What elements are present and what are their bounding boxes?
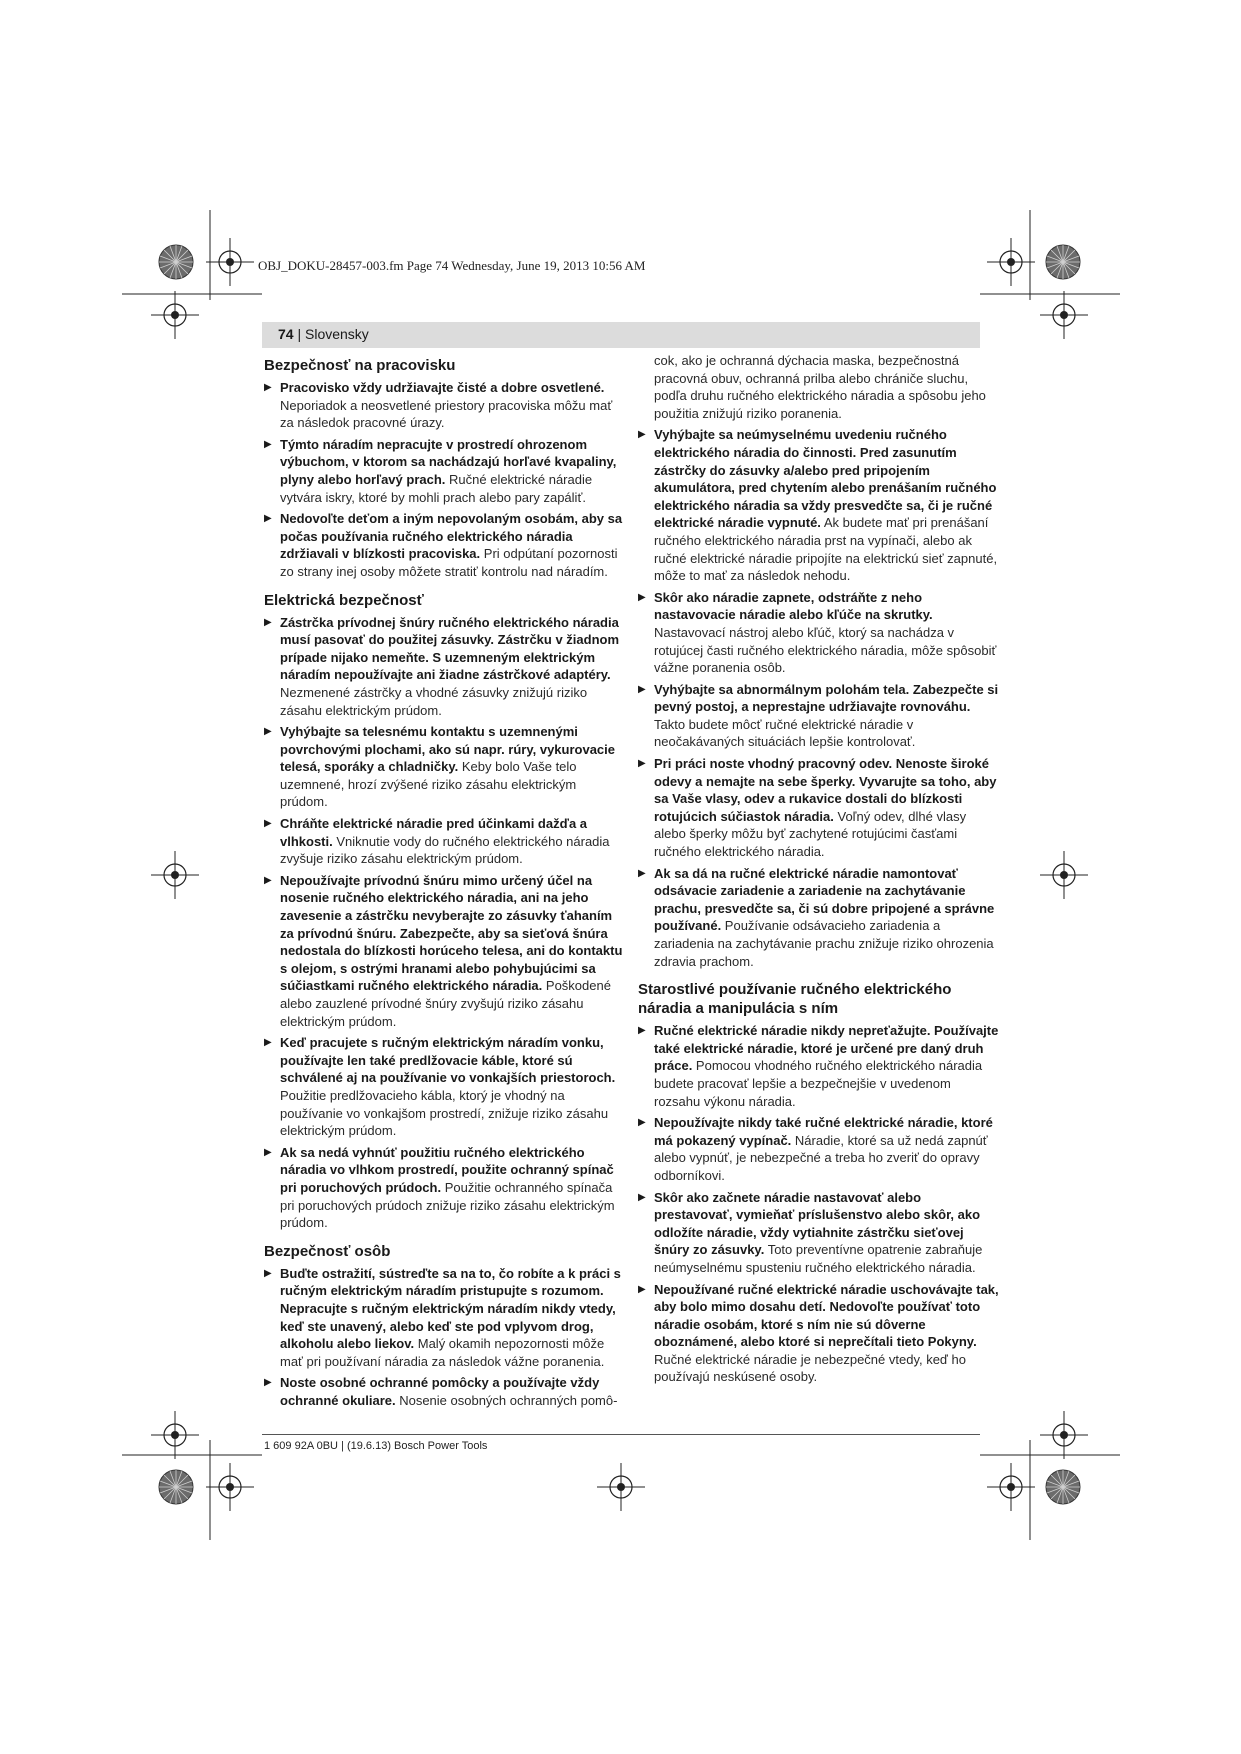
list-item — [638, 1022, 1000, 1110]
item-bold: Pracovisko vždy udržiavajte čisté a dobre osvetlené. — [280, 380, 605, 395]
item-bold: Nepoužívajte prívodnú šnúru mimo určený účel na nosenie ručného elektrického náradia, ani na jeho zavesenie a zástrčku nevyberajte zo zásuvky ťahaním za prívodnú šnúru. Zabezpečte, aby sa sieťová šnúra nedostala do blízkosti horúceho telesa, ani do kontaktu s olejom, s ostrými hranami alebo pohybujúcimi sa súčiastkami ručného elektrického náradia. — [280, 872, 623, 994]
section-title: Starostlivé používanie ručného elektrického náradia a manipulácia s ním — [638, 981, 952, 1018]
page-number: 74 — [278, 326, 294, 342]
list-item — [638, 1189, 1000, 1277]
bullet-arrow-icon: ▶ — [264, 726, 272, 738]
item-text: Náradie, ktoré sa už nedá zapnúť alebo vypnúť, je nebezpečné a treba ho zveriť do opravy odborníkovi. — [654, 1132, 988, 1183]
item-text: Použitie predlžovacieho kábla, ktorý je vhodný na používanie vo vonkajšom prostredí, znižuje riziko zásahu elektrickým prúdom. — [280, 1087, 609, 1139]
bullet-arrow-icon: ▶ — [264, 818, 272, 830]
list-item — [638, 681, 1000, 751]
item-text: Vniknutie vody do ručného elektrického náradia zvyšuje riziko zásahu elektrickým prúdom. — [280, 833, 610, 867]
list-item — [638, 1281, 1000, 1387]
section-title: Bezpečnosť na pracovisku — [264, 357, 456, 374]
list-item — [264, 1265, 624, 1371]
bullet-arrow-icon: ▶ — [264, 382, 272, 393]
item-text: Nezmenené zástrčky a vhodné zásuvky znižujú riziko zásahu elektrickým prúdom. — [280, 684, 588, 718]
bullet-arrow-icon: ▶ — [638, 758, 646, 770]
item-bold: Ručné elektrické náradie nikdy nepreťažujte. Používajte také elektrické náradie, ktoré je určené pre daný druh práce. — [654, 1023, 999, 1074]
item-text: Pri odpútaní pozornosti zo strany inej osoby môžete stratiť kontrolu nad náradím. — [280, 546, 618, 579]
item-bold: Nepoužívajte nikdy také ručné elektrické náradie, ktoré má pokazený vypínač. — [654, 1115, 993, 1148]
item-text: Voľný odev, dlhé vlasy alebo šperky môžu byť zachytené rotujúcimi časťami ručného elektrického náradia. — [654, 808, 967, 860]
language-label: Slovensky — [305, 326, 369, 342]
item-bold: Vyhýbajte sa telesnému kontaktu s uzemnenými povrchovými plochami, ako sú napr. rúry, vykurovacie telesá, sporáky a chladničky. — [280, 724, 615, 775]
continued-text: cok, ako je ochranná dýchacia maska, bezpečnostná pracovná obuv, ochranná prilba alebo chrániče sluchu, podľa druhu ručného elektrického náradia a spôsobu jeho použitia znižujú riziko poranenia. — [654, 353, 986, 421]
item-text: Použitie ochranného spínača pri poruchových prúdoch znižuje riziko zásahu elektrickým prúdom. — [280, 1179, 615, 1231]
item-bold: Skôr ako náradie zapnete, odstráňte z neho nastavovacie náradie alebo kľúče na skrutky. — [654, 589, 933, 623]
bullet-arrow-icon: ▶ — [264, 1267, 272, 1279]
bullet-arrow-icon: ▶ — [264, 874, 272, 886]
list-item — [638, 1114, 1000, 1184]
list-item — [264, 1144, 624, 1232]
item-bold: Ak sa nedá vyhnúť použitiu ručného elektrického náradia vo vlhkom prostredí, použite ochranný spínač pri poruchových prúdoch. — [280, 1144, 614, 1195]
running-head — [278, 326, 369, 342]
list-item — [264, 872, 624, 1030]
section-list — [264, 379, 624, 581]
list-item — [264, 1034, 624, 1140]
section-title: Bezpečnosť osôb — [264, 1242, 391, 1260]
item-text: Ručné elektrické náradie je nebezpečné vtedy, keď ho používajú neskúsené osoby. — [654, 1351, 966, 1385]
section-list — [264, 614, 624, 1232]
list-item — [264, 723, 624, 811]
list-item — [264, 1374, 624, 1409]
bullet-arrow-icon: ▶ — [264, 438, 272, 450]
running-head-band — [262, 322, 980, 348]
list-item — [264, 815, 624, 868]
item-bold: Ak sa dá na ručné elektrické náradie namontovať odsávacie zariadenie a zariadenie na zachytávanie prachu, presvedčte sa, či sú dobre pripojené a správne používané. — [654, 865, 995, 934]
bullet-arrow-icon: ▶ — [638, 1191, 646, 1203]
item-text: Poškodené alebo zauzlené prívodné šnúry zvyšujú riziko zásahu elektrickým prúdom. — [280, 978, 611, 1029]
list-item — [264, 614, 624, 720]
list-item — [638, 865, 1000, 971]
bullet-arrow-icon: ▶ — [638, 683, 646, 695]
bullet-arrow-icon: ▶ — [264, 1377, 272, 1389]
item-text: Toto preventívne opatrenie zabraňuje neúmyselnému spusteniu ručného elektrického náradia. — [654, 1242, 983, 1275]
section-title: Elektrická bezpečnosť — [264, 591, 424, 609]
item-text: Používanie odsávacieho zariadenia a zariadenia na zachytávanie prachu znižuje riziko ohrozenia zdravia prachom. — [654, 918, 994, 969]
bullet-arrow-icon: ▶ — [638, 867, 646, 879]
bullet-arrow-icon: ▶ — [638, 1117, 646, 1129]
right-column — [638, 352, 1000, 1396]
list-item — [264, 379, 624, 432]
bullet-arrow-icon: ▶ — [264, 616, 272, 628]
item-bold: Nedovoľte deťom a iným nepovolaným osobám, aby sa počas používania ručného elektrického náradia zdržiavali v blízkosti pracoviska. — [280, 511, 623, 562]
item-text: Keby bolo Vaše telo uzemnené, hrozí zvýšené riziko zásahu elektrickým prúdom. — [280, 759, 577, 810]
list-item — [264, 436, 624, 506]
item-bold: Týmto náradím nepracujte v prostredí ohrozenom výbuchom, v ktorom sa nachádzajú horľavé kvapaliny, plyny alebo horľavý prach. — [280, 436, 617, 487]
bullet-arrow-icon: ▶ — [638, 429, 646, 441]
item-text: Pomocou vhodného ručného elektrického náradia budete pracovať lepšie a bezpečnejšie v uvedenom rozsahu výkonu náradia. — [654, 1058, 983, 1109]
list-item — [638, 755, 1000, 861]
item-bold: Skôr ako začnete náradie nastavovať alebo prestavovať, vymieňať príslušenstvo alebo skôr, ako odložíte náradie, vždy vytiahnite zástrčku sieťovej šnúry zo zásuvky. — [654, 1189, 981, 1258]
item-bold: Noste osobné ochranné pomôcky a používajte vždy ochranné okuliare. — [280, 1375, 600, 1408]
item-bold: Keď pracujete s ručným elektrickým náradím vonku, používajte len také predlžovacie káble, ktoré sú schválené aj na používanie vo vonkajších priestoroch. — [280, 1035, 616, 1086]
item-text: Ručné elektrické náradie vytvára iskry, ktoré by mohli prach alebo pary zapáliť. — [280, 471, 593, 505]
item-bold: Zástrčka prívodnej šnúry ručného elektrického náradia musí pasovať do použitej zásuvky. Zástrčku v žiadnom prípade nijako nemeňte. S uzemneným elektrickým náradím nepoužívajte ani žiadne zástrčkové adaptéry. — [280, 614, 620, 683]
item-bold: Chráňte elektrické náradie pred účinkami dažďa a vlhkosti. — [280, 816, 588, 849]
bullet-arrow-icon: ▶ — [264, 1037, 272, 1049]
item-text: Nosenie osobných ochranných pomô- — [395, 1392, 618, 1408]
running-head-separator: | — [293, 326, 305, 342]
section-list — [638, 1022, 1000, 1386]
item-text: Takto budete môcť ručné elektrické náradie v neočakávaných situáciách lepšie kontrolovať. — [654, 716, 916, 750]
item-text: Malý okamih nepozornosti môže mať pri používaní náradia za následok vážne poranenia. — [280, 1336, 605, 1369]
list-item — [264, 510, 624, 580]
section-list — [638, 426, 1000, 970]
footer-rule — [262, 1434, 980, 1435]
bullet-arrow-icon: ▶ — [638, 1025, 646, 1037]
section-list — [264, 1265, 624, 1410]
list-item — [638, 426, 1000, 584]
item-bold: Nepoužívané ručné elektrické náradie uschovávajte tak, aby bolo mimo dosahu detí. Nedovoľte používať toto náradie osobám, ktoré s ním nie sú dôverne oboznámené, alebo ktoré si neprečítali tieto Pokyny. — [654, 1281, 999, 1350]
bullet-arrow-icon: ▶ — [638, 1283, 646, 1295]
file-info: OBJ_DOKU-28457-003.fm Page 74 Wednesday, June 19, 2013 10:56 AM — [258, 258, 646, 273]
item-bold: Vyhýbajte sa neúmyselnému uvedeniu ručného elektrického náradia do činnosti. Pred zasunutím zástrčky do zásuvky a/alebo pred pripojením akumulátora, pred chytením alebo prenášaním ručného elektrického náradia sa vždy presvedčte sa, či je ručné elektrické náradie vypnuté. — [654, 427, 997, 531]
left-column — [264, 352, 624, 1419]
bullet-arrow-icon: ▶ — [264, 513, 272, 525]
footer: 1 609 92A 0BU | (19.6.13) Bosch Power Tools — [264, 1440, 488, 1452]
item-bold: Buďte ostražití, sústreďte sa na to, čo robíte a k práci s ručným elektrickým náradím pristupujte s rozumom. Nepracujte s ručným elektrickým náradím nikdy vtedy, keď ste unavený, alebo keď ste pod vplyvom drog, alkoholu alebo liekov. — [280, 1265, 621, 1352]
item-text: Neporiadok a neosvetlené priestory pracoviska môžu mať za následok pracovné úrazy. — [280, 397, 613, 431]
list-item — [638, 589, 1000, 677]
bullet-arrow-icon: ▶ — [638, 591, 646, 603]
item-text: Ak budete mať pri prenášaní ručného elektrického náradia prst na vypínači, alebo ak ručné elektrické náradie pripojíte na elektrickú sieť zapnuté, môže to mať za následok nehodu. — [654, 515, 998, 584]
item-bold: Vyhýbajte sa abnormálnym polohám tela. Zabezpečte si pevný postoj, a neprestajne udržiavajte rovnováhu. — [654, 681, 999, 715]
item-bold: Pri práci noste vhodný pracovný odev. Nenoste široké odevy a nemajte na sebe šperky. Vyvarujte sa toho, aby sa Vaše vlasy, odev a rukavice dostali do blízkosti rotujúcich súčiastok náradia. — [654, 756, 997, 824]
item-text: Nastavovací nástroj alebo kľúč, ktorý sa nachádza v rotujúcej časti ručného elektrického náradia, môže spôsobiť vážne poranenia osôb. — [654, 624, 997, 676]
bullet-arrow-icon: ▶ — [264, 1146, 272, 1158]
